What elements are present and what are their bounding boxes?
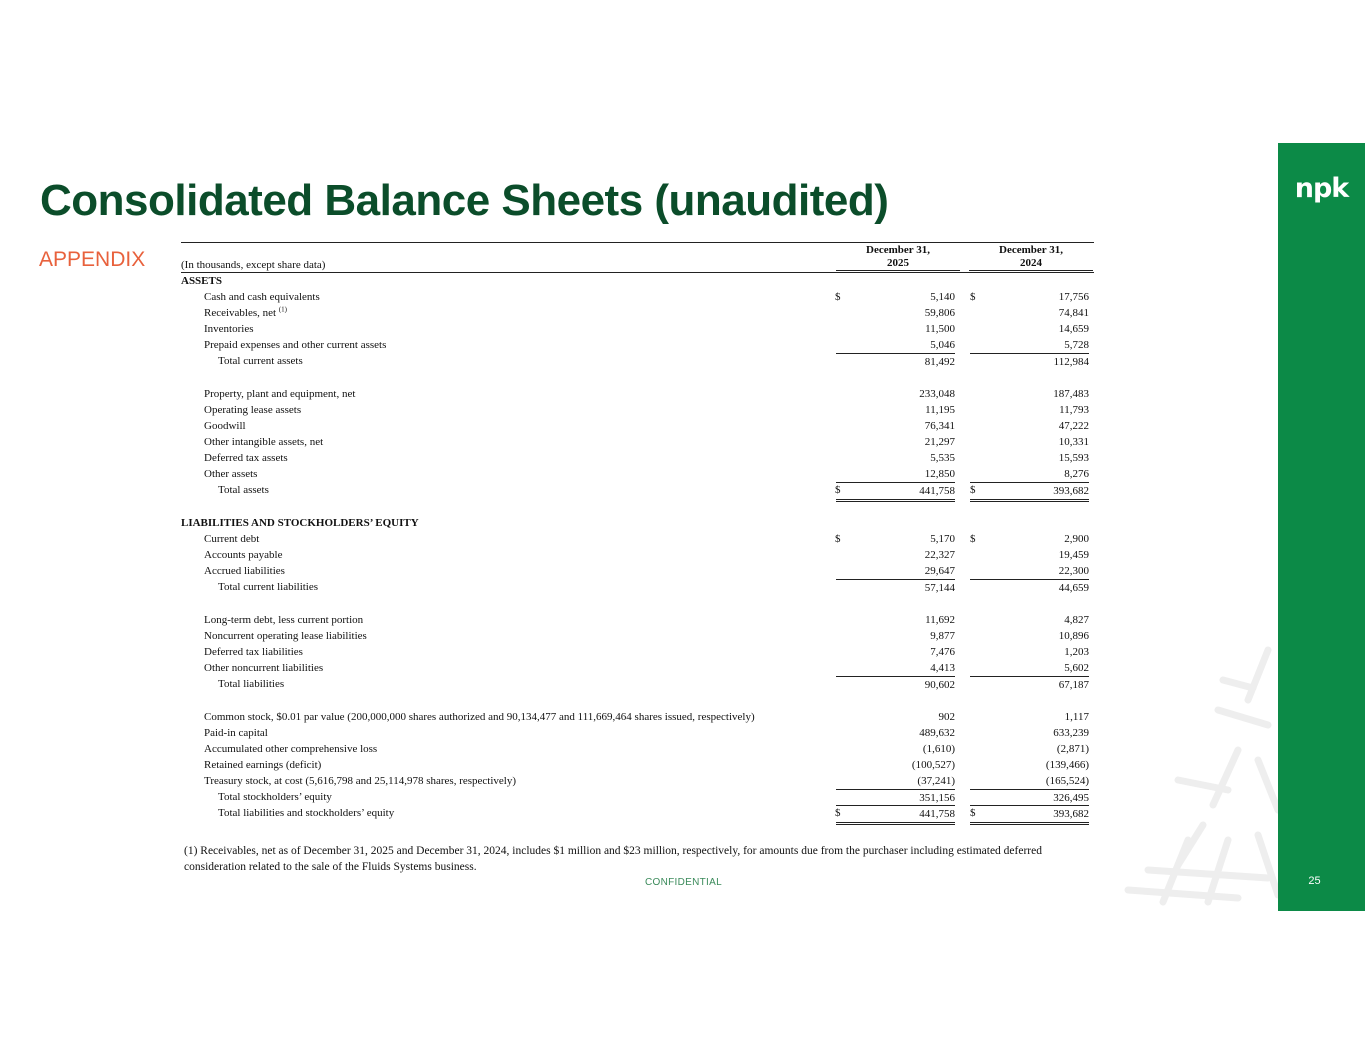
value-2024: 5,602 [1064, 662, 1089, 674]
units-label: (In thousands, except share data) [181, 259, 326, 271]
value-2024: 8,276 [1064, 468, 1089, 480]
balance-sheet-table [181, 242, 1094, 822]
value-2024: 44,659 [970, 579, 1089, 596]
row-label: Deferred tax assets [204, 452, 288, 464]
table-row [181, 466, 1094, 482]
value-2024: 67,187 [970, 676, 1089, 693]
value-2024: 22,300 [1058, 565, 1089, 577]
table-row [181, 386, 1094, 402]
row-label: Accrued liabilities [204, 565, 285, 577]
row-spacer [181, 369, 1094, 386]
table-row [181, 337, 1094, 353]
row-label: Inventories [204, 323, 254, 335]
section-heading-assets [181, 273, 1094, 289]
value-2024: 11,793 [1059, 404, 1089, 416]
currency-symbol: $ [970, 533, 976, 545]
value-2025: 7,476 [930, 646, 955, 658]
value-2024: 5,728 [1064, 339, 1089, 351]
row-label: Total stockholders’ equity [218, 791, 332, 803]
currency-symbol: $ [835, 807, 841, 819]
page-number: 25 [1308, 875, 1321, 887]
row-label: Operating lease assets [204, 404, 302, 416]
row-label: Property, plant and equipment, net [204, 388, 356, 400]
value-2024: 47,222 [1058, 420, 1089, 432]
table-row [181, 402, 1094, 418]
row-label: Other noncurrent liabilities [204, 662, 324, 674]
row-label: Accumulated other comprehensive loss [204, 743, 378, 755]
table-header [181, 242, 1094, 272]
value-2024: (2,871) [1056, 743, 1089, 755]
value-2024: 14,659 [1058, 323, 1089, 335]
value-2025: 233,048 [919, 388, 955, 400]
value-2024: 326,495 [970, 789, 1089, 806]
value-2025: 57,144 [836, 579, 955, 596]
row-label: Treasury stock, at cost (5,616,798 and 25,114,978 shares, respectively) [204, 775, 517, 787]
section-heading-liabilities [181, 515, 1094, 531]
value-2024: 74,841 [1058, 307, 1089, 319]
value-2025: 11,195 [925, 404, 955, 416]
row-spacer [181, 595, 1094, 612]
table-row [181, 531, 1094, 547]
table-row [181, 418, 1094, 434]
footnote: (1) Receivables, net as of December 31, 2025 and December 31, 2024, includes $1 million and $23 million, respectively, for amounts due from the purchaser including estimated deferred consideration related to the sale of the Fluids Systems business. [184, 845, 1042, 873]
value-2025: 29,647 [924, 565, 955, 577]
value-2024: 17,756 [1058, 291, 1089, 303]
row-label: Current debt [204, 533, 260, 545]
value-2025: 351,156 [836, 789, 955, 806]
brand-side-panel [1278, 143, 1365, 911]
decorative-pattern-icon [1118, 640, 1278, 912]
table-row [181, 741, 1094, 757]
row-label: Cash and cash equivalents [204, 291, 320, 303]
row-label [204, 305, 287, 321]
row-label: Long-term debt, less current portion [204, 614, 364, 626]
value-2024: 112,984 [970, 353, 1089, 370]
row-label-text: Receivables, net [204, 307, 279, 319]
currency-symbol: $ [970, 291, 976, 303]
value-2025: 9,877 [930, 630, 955, 642]
table-row [181, 563, 1094, 579]
column-header-2024: December 31, 2024 [969, 244, 1093, 271]
value-2025: 4,413 [930, 662, 955, 674]
value-2024: (165,524) [1045, 775, 1089, 787]
row-label: Total liabilities and stockholders’ equity [218, 807, 395, 819]
row-label: Total current assets [218, 355, 303, 367]
value-2025: (37,241) [917, 775, 955, 787]
value-2025: 22,327 [924, 549, 955, 561]
value-2025: 21,297 [924, 436, 955, 448]
table-row [181, 305, 1094, 321]
footnote-marker: (1) [278, 305, 288, 314]
row-label: Paid-in capital [204, 727, 268, 739]
currency-symbol: $ [835, 484, 841, 496]
value-2024: 633,239 [1053, 727, 1089, 739]
value-2025: 11,500 [925, 323, 955, 335]
value-2024: 393,682 [970, 482, 1089, 502]
value-2025: 59,806 [924, 307, 955, 319]
row-spacer [181, 499, 1094, 515]
value-2024: 4,827 [1064, 614, 1089, 626]
section-heading-label: LIABILITIES AND STOCKHOLDERS’ EQUITY [181, 517, 419, 529]
value-2024: 15,593 [1058, 452, 1089, 464]
row-label: Retained earnings (deficit) [204, 759, 322, 771]
logo-text: npk [1294, 173, 1349, 204]
row-label: Accounts payable [204, 549, 283, 561]
value-2025: 81,492 [836, 353, 955, 370]
table-row [181, 757, 1094, 773]
table-row [181, 644, 1094, 660]
total-row [181, 676, 1094, 692]
table-row [181, 709, 1094, 725]
table-row [181, 773, 1094, 789]
logo [1278, 173, 1365, 204]
row-label: Total current liabilities [218, 581, 319, 593]
row-label: Total liabilities [218, 678, 285, 690]
value-2025: 441,758 [836, 482, 955, 502]
confidential-label: CONFIDENTIAL [645, 877, 722, 888]
table-row [181, 434, 1094, 450]
page-title: Consolidated Balance Sheets (unaudited) [40, 176, 889, 225]
value-2025: 441,758 [836, 805, 955, 825]
value-2025: 489,632 [919, 727, 955, 739]
row-label: Other intangible assets, net [204, 436, 324, 448]
value-2025: (100,527) [911, 759, 955, 771]
row-label: Total assets [218, 484, 269, 496]
currency-symbol: $ [970, 807, 976, 819]
row-label: Goodwill [204, 420, 246, 432]
column-header-2025: December 31, 2025 [836, 244, 960, 271]
total-row [181, 805, 1094, 822]
value-2024: 1,117 [1064, 711, 1089, 723]
table-row [181, 547, 1094, 563]
row-spacer [181, 692, 1094, 709]
value-2024: 10,896 [1058, 630, 1089, 642]
row-label: Common stock, $0.01 par value (200,000,000 shares authorized and 90,134,477 and 111,669,464 shares issued, respectively) [204, 711, 755, 723]
value-2024: (139,466) [1045, 759, 1089, 771]
total-row [181, 353, 1094, 369]
value-2025: 5,046 [930, 339, 955, 351]
value-2025: 902 [938, 711, 955, 723]
total-row [181, 579, 1094, 595]
value-2025: 5,170 [930, 533, 955, 545]
value-2025: (1,610) [922, 743, 955, 755]
table-row [181, 660, 1094, 676]
row-label: Noncurrent operating lease liabilities [204, 630, 367, 642]
currency-symbol: $ [835, 291, 841, 303]
currency-symbol: $ [970, 484, 976, 496]
row-label: Deferred tax liabilities [204, 646, 303, 658]
section-label: APPENDIX [39, 248, 146, 271]
value-2025: 90,602 [836, 676, 955, 693]
value-2025: 76,341 [924, 420, 955, 432]
total-row [181, 789, 1094, 805]
value-2024: 393,682 [970, 805, 1089, 825]
table-row [181, 321, 1094, 337]
value-2024: 2,900 [1064, 533, 1089, 545]
value-2025: 12,850 [924, 468, 955, 480]
value-2024: 187,483 [1053, 388, 1089, 400]
total-row [181, 482, 1094, 499]
value-2024: 1,203 [1064, 646, 1089, 658]
table-row [181, 628, 1094, 644]
value-2025: 5,140 [930, 291, 955, 303]
table-row [181, 612, 1094, 628]
section-heading-label: ASSETS [181, 275, 222, 287]
value-2025: 5,535 [930, 452, 955, 464]
value-2024: 19,459 [1058, 549, 1089, 561]
table-row [181, 450, 1094, 466]
row-label: Prepaid expenses and other current assets [204, 339, 387, 351]
table-row [181, 725, 1094, 741]
table-row [181, 289, 1094, 305]
value-2024: 10,331 [1058, 436, 1089, 448]
value-2025: 11,692 [925, 614, 955, 626]
currency-symbol: $ [835, 533, 841, 545]
row-label: Other assets [204, 468, 258, 480]
